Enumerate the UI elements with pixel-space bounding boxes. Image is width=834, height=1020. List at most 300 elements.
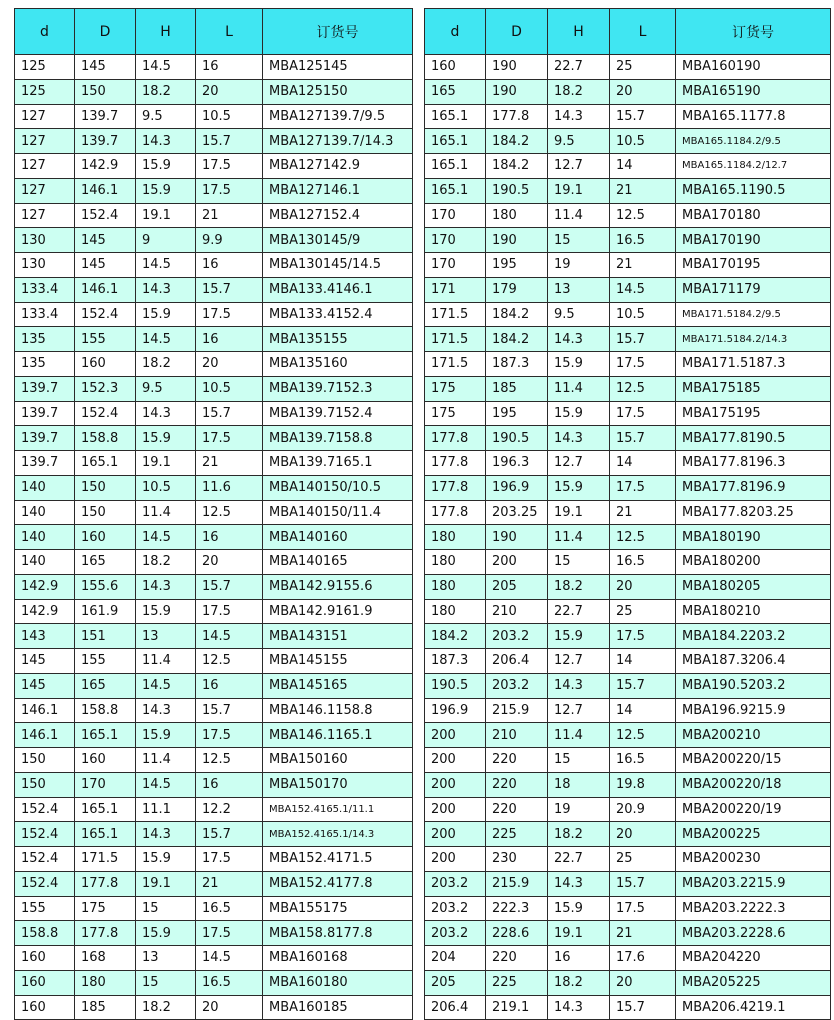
table-row [15, 104, 413, 129]
cell-d: 205 [425, 970, 486, 995]
cell-d: 170 [425, 228, 486, 253]
cell-h: 22.7 [548, 847, 610, 872]
cell-h: 15 [136, 970, 196, 995]
cell-l: 20 [196, 995, 263, 1020]
cell-l: 21 [610, 500, 676, 525]
cell-outer-d: 165.1 [75, 822, 136, 847]
header-d: d [15, 9, 75, 55]
cell-order-no: MBA177.8190.5 [676, 426, 831, 451]
cell-l: 17.5 [196, 426, 263, 451]
cell-l: 14.5 [196, 946, 263, 971]
cell-l: 17.5 [196, 154, 263, 179]
cell-outer-d: 184.2 [486, 154, 548, 179]
cell-h: 19.1 [548, 178, 610, 203]
table-row [15, 376, 413, 401]
cell-outer-d: 152.3 [75, 376, 136, 401]
cell-order-no: MBA171.5187.3 [676, 352, 831, 377]
cell-outer-d: 222.3 [486, 896, 548, 921]
cell-outer-d: 225 [486, 970, 548, 995]
cell-outer-d: 150 [75, 79, 136, 104]
cell-outer-d: 160 [75, 525, 136, 550]
cell-order-no: MBA140160 [263, 525, 413, 550]
table-row [15, 525, 413, 550]
cell-order-no: MBA203.2222.3 [676, 896, 831, 921]
cell-h: 13 [136, 624, 196, 649]
cell-outer-d: 190.5 [486, 178, 548, 203]
cell-d: 140 [15, 525, 75, 550]
table-row [425, 649, 831, 674]
cell-d: 160 [425, 55, 486, 80]
cell-l: 20.9 [610, 797, 676, 822]
cell-order-no: MBA133.4146.1 [263, 277, 413, 302]
cell-h: 11.4 [548, 376, 610, 401]
cell-l: 10.5 [196, 104, 263, 129]
cell-outer-d: 165.1 [75, 723, 136, 748]
cell-outer-d: 219.1 [486, 995, 548, 1020]
cell-order-no: MBA206.4219.1 [676, 995, 831, 1020]
cell-l: 12.5 [610, 203, 676, 228]
cell-d: 130 [15, 228, 75, 253]
cell-h: 14.3 [548, 995, 610, 1020]
cell-h: 14.3 [548, 673, 610, 698]
cell-l: 14 [610, 698, 676, 723]
cell-d: 127 [15, 129, 75, 154]
cell-l: 12.5 [610, 525, 676, 550]
cell-l: 15.7 [196, 277, 263, 302]
cell-l: 16 [196, 55, 263, 80]
cell-outer-d: 180 [75, 970, 136, 995]
cell-outer-d: 177.8 [75, 871, 136, 896]
table-row [425, 475, 831, 500]
cell-order-no: MBA196.9215.9 [676, 698, 831, 723]
cell-d: 130 [15, 253, 75, 278]
cell-order-no: MBA165.1177.8 [676, 104, 831, 129]
cell-l: 17.6 [610, 946, 676, 971]
cell-order-no: MBA180205 [676, 574, 831, 599]
cell-l: 17.5 [196, 178, 263, 203]
cell-h: 14.3 [136, 129, 196, 154]
header-l: L [196, 9, 263, 55]
cell-outer-d: 220 [486, 797, 548, 822]
cell-order-no: MBA165190 [676, 79, 831, 104]
table-row [15, 574, 413, 599]
table-row [425, 451, 831, 476]
cell-h: 15.9 [136, 921, 196, 946]
cell-h: 13 [136, 946, 196, 971]
cell-l: 12.5 [196, 748, 263, 773]
cell-l: 10.5 [610, 302, 676, 327]
cell-order-no: MBA139.7158.8 [263, 426, 413, 451]
cell-l: 12.5 [610, 376, 676, 401]
cell-d: 158.8 [15, 921, 75, 946]
cell-order-no: MBA142.9155.6 [263, 574, 413, 599]
table-row [15, 797, 413, 822]
cell-l: 20 [196, 352, 263, 377]
cell-l: 16 [196, 253, 263, 278]
table-row [15, 822, 413, 847]
cell-l: 15.7 [610, 426, 676, 451]
table-row [425, 154, 831, 179]
cell-h: 11.4 [548, 723, 610, 748]
table-row [425, 797, 831, 822]
cell-order-no: MBA171.5184.2/9.5 [676, 302, 831, 327]
cell-outer-d: 150 [75, 500, 136, 525]
right-table-body [425, 55, 831, 1020]
cell-l: 21 [196, 871, 263, 896]
cell-l: 25 [610, 847, 676, 872]
cell-outer-d: 215.9 [486, 871, 548, 896]
cell-d: 140 [15, 550, 75, 575]
table-row [425, 574, 831, 599]
table-row [425, 228, 831, 253]
cell-d: 206.4 [425, 995, 486, 1020]
cell-l: 15.7 [196, 401, 263, 426]
cell-outer-d: 195 [486, 401, 548, 426]
left-table [14, 8, 413, 1020]
cell-d: 171.5 [425, 327, 486, 352]
cell-d: 155 [15, 896, 75, 921]
table-row [425, 847, 831, 872]
cell-h: 11.4 [136, 500, 196, 525]
cell-l: 25 [610, 55, 676, 80]
cell-outer-d: 205 [486, 574, 548, 599]
cell-d: 177.8 [425, 451, 486, 476]
cell-h: 19.1 [548, 500, 610, 525]
cell-order-no: MBA135155 [263, 327, 413, 352]
table-row [425, 525, 831, 550]
cell-d: 180 [425, 599, 486, 624]
cell-d: 180 [425, 574, 486, 599]
cell-order-no: MBA133.4152.4 [263, 302, 413, 327]
cell-h: 15.9 [548, 896, 610, 921]
cell-order-no: MBA145155 [263, 649, 413, 674]
cell-l: 20 [610, 970, 676, 995]
cell-h: 14.3 [136, 822, 196, 847]
cell-h: 11.4 [548, 203, 610, 228]
cell-order-no: MBA127146.1 [263, 178, 413, 203]
table-row [15, 203, 413, 228]
cell-l: 14 [610, 649, 676, 674]
cell-order-no: MBA170195 [676, 253, 831, 278]
table-row [15, 327, 413, 352]
cell-l: 14.5 [196, 624, 263, 649]
table-row [425, 673, 831, 698]
cell-outer-d: 139.7 [75, 104, 136, 129]
cell-order-no: MBA171179 [676, 277, 831, 302]
table-row [15, 649, 413, 674]
cell-h: 18.2 [136, 352, 196, 377]
cell-d: 175 [425, 376, 486, 401]
cell-h: 14.5 [136, 772, 196, 797]
cell-order-no: MBA177.8196.3 [676, 451, 831, 476]
cell-l: 16.5 [610, 228, 676, 253]
table-row [425, 772, 831, 797]
header-h: H [548, 9, 610, 55]
cell-order-no: MBA184.2203.2 [676, 624, 831, 649]
table-row [15, 475, 413, 500]
cell-d: 135 [15, 327, 75, 352]
table-row [425, 599, 831, 624]
cell-order-no: MBA125150 [263, 79, 413, 104]
cell-h: 18.2 [136, 79, 196, 104]
table-row [425, 376, 831, 401]
cell-outer-d: 220 [486, 748, 548, 773]
table-row [15, 723, 413, 748]
cell-order-no: MBA177.8203.25 [676, 500, 831, 525]
cell-h: 14.3 [136, 277, 196, 302]
cell-h: 14.3 [548, 327, 610, 352]
cell-l: 17.5 [196, 921, 263, 946]
cell-outer-d: 170 [75, 772, 136, 797]
cell-l: 15.7 [610, 104, 676, 129]
cell-h: 18.2 [548, 970, 610, 995]
cell-h: 14.3 [548, 104, 610, 129]
header-row [15, 9, 413, 55]
cell-d: 200 [425, 748, 486, 773]
cell-l: 21 [610, 253, 676, 278]
cell-l: 20 [196, 550, 263, 575]
cell-l: 16 [196, 772, 263, 797]
cell-outer-d: 190 [486, 228, 548, 253]
cell-l: 20 [610, 822, 676, 847]
cell-order-no: MBA150160 [263, 748, 413, 773]
cell-l: 16.5 [610, 550, 676, 575]
cell-d: 133.4 [15, 302, 75, 327]
table-row [15, 178, 413, 203]
cell-l: 25 [610, 599, 676, 624]
cell-d: 196.9 [425, 698, 486, 723]
cell-order-no: MBA160168 [263, 946, 413, 971]
cell-d: 190.5 [425, 673, 486, 698]
cell-order-no: MBA204220 [676, 946, 831, 971]
table-row [425, 550, 831, 575]
cell-order-no: MBA160185 [263, 995, 413, 1020]
cell-outer-d: 158.8 [75, 426, 136, 451]
cell-order-no: MBA140150/10.5 [263, 475, 413, 500]
cell-l: 12.2 [196, 797, 263, 822]
table-row [15, 352, 413, 377]
cell-h: 14.5 [136, 253, 196, 278]
cell-h: 18.2 [548, 574, 610, 599]
cell-order-no: MBA150170 [263, 772, 413, 797]
cell-l: 21 [196, 451, 263, 476]
cell-order-no: MBA143151 [263, 624, 413, 649]
cell-outer-d: 190 [486, 79, 548, 104]
cell-outer-d: 152.4 [75, 203, 136, 228]
right-table [424, 8, 831, 1020]
cell-outer-d: 145 [75, 55, 136, 80]
cell-l: 17.5 [196, 599, 263, 624]
cell-d: 200 [425, 847, 486, 872]
cell-order-no: MBA127152.4 [263, 203, 413, 228]
cell-outer-d: 180 [486, 203, 548, 228]
cell-l: 17.5 [196, 847, 263, 872]
cell-d: 145 [15, 649, 75, 674]
cell-h: 14.5 [136, 55, 196, 80]
cell-order-no: MBA200230 [676, 847, 831, 872]
table-row [15, 946, 413, 971]
cell-order-no: MBA145165 [263, 673, 413, 698]
cell-outer-d: 145 [75, 253, 136, 278]
cell-outer-d: 155 [75, 649, 136, 674]
cell-outer-d: 158.8 [75, 698, 136, 723]
cell-order-no: MBA140150/11.4 [263, 500, 413, 525]
cell-h: 9.5 [136, 376, 196, 401]
cell-l: 14 [610, 154, 676, 179]
cell-outer-d: 206.4 [486, 649, 548, 674]
cell-l: 16 [196, 327, 263, 352]
cell-l: 12.5 [610, 723, 676, 748]
cell-d: 171.5 [425, 352, 486, 377]
table-row [425, 921, 831, 946]
cell-l: 20 [196, 79, 263, 104]
cell-order-no: MBA200220/18 [676, 772, 831, 797]
cell-order-no: MBA175185 [676, 376, 831, 401]
cell-d: 165.1 [425, 154, 486, 179]
cell-h: 15.9 [548, 401, 610, 426]
cell-h: 19.1 [548, 921, 610, 946]
cell-d: 152.4 [15, 871, 75, 896]
table-row [425, 352, 831, 377]
cell-h: 15.9 [136, 847, 196, 872]
cell-h: 14.5 [136, 525, 196, 550]
table-row [425, 896, 831, 921]
cell-d: 143 [15, 624, 75, 649]
cell-outer-d: 210 [486, 599, 548, 624]
cell-order-no: MBA146.1165.1 [263, 723, 413, 748]
cell-outer-d: 168 [75, 946, 136, 971]
cell-order-no: MBA165.1190.5 [676, 178, 831, 203]
cell-outer-d: 215.9 [486, 698, 548, 723]
cell-order-no: MBA127139.7/9.5 [263, 104, 413, 129]
cell-outer-d: 150 [75, 475, 136, 500]
cell-d: 165.1 [425, 104, 486, 129]
header-l: L [610, 9, 676, 55]
cell-order-no: MBA130145/14.5 [263, 253, 413, 278]
cell-h: 9.5 [548, 302, 610, 327]
table-row [425, 748, 831, 773]
cell-h: 15 [136, 896, 196, 921]
cell-d: 125 [15, 79, 75, 104]
table-row [15, 698, 413, 723]
cell-h: 15.9 [136, 302, 196, 327]
cell-outer-d: 175 [75, 896, 136, 921]
cell-d: 171 [425, 277, 486, 302]
cell-order-no: MBA139.7152.4 [263, 401, 413, 426]
cell-outer-d: 196.9 [486, 475, 548, 500]
table-row [425, 723, 831, 748]
cell-d: 165 [425, 79, 486, 104]
cell-d: 160 [15, 995, 75, 1020]
cell-l: 11.6 [196, 475, 263, 500]
cell-h: 19 [548, 253, 610, 278]
table-row [425, 129, 831, 154]
table-row [15, 451, 413, 476]
cell-l: 10.5 [196, 376, 263, 401]
cell-l: 21 [610, 178, 676, 203]
cell-order-no: MBA175195 [676, 401, 831, 426]
cell-outer-d: 165.1 [75, 451, 136, 476]
cell-outer-d: 155 [75, 327, 136, 352]
cell-d: 203.2 [425, 896, 486, 921]
table-row [425, 253, 831, 278]
cell-l: 17.5 [610, 475, 676, 500]
cell-outer-d: 160 [75, 748, 136, 773]
cell-outer-d: 228.6 [486, 921, 548, 946]
table-row [15, 55, 413, 80]
table-row [15, 995, 413, 1020]
cell-l: 15.7 [610, 673, 676, 698]
cell-order-no: MBA130145/9 [263, 228, 413, 253]
cell-order-no: MBA177.8196.9 [676, 475, 831, 500]
cell-h: 15.9 [136, 426, 196, 451]
cell-l: 17.5 [610, 352, 676, 377]
cell-order-no: MBA165.1184.2/9.5 [676, 129, 831, 154]
cell-h: 12.7 [548, 154, 610, 179]
cell-outer-d: 177.8 [75, 921, 136, 946]
header-order-no: 订货号 [263, 9, 413, 55]
cell-h: 10.5 [136, 475, 196, 500]
cell-h: 12.7 [548, 451, 610, 476]
cell-l: 15.7 [196, 698, 263, 723]
cell-h: 14.3 [136, 698, 196, 723]
cell-l: 16 [196, 673, 263, 698]
cell-order-no: MBA127142.9 [263, 154, 413, 179]
cell-l: 16.5 [196, 970, 263, 995]
table-row [425, 302, 831, 327]
cell-h: 19.1 [136, 203, 196, 228]
cell-h: 11.1 [136, 797, 196, 822]
cell-outer-d: 160 [75, 352, 136, 377]
cell-outer-d: 152.4 [75, 302, 136, 327]
cell-outer-d: 187.3 [486, 352, 548, 377]
cell-h: 19.1 [136, 451, 196, 476]
cell-h: 18.2 [548, 822, 610, 847]
table-row [425, 624, 831, 649]
cell-d: 165.1 [425, 129, 486, 154]
cell-outer-d: 151 [75, 624, 136, 649]
cell-d: 177.8 [425, 426, 486, 451]
cell-h: 19.1 [136, 871, 196, 896]
table-row [15, 129, 413, 154]
table-row [425, 500, 831, 525]
cell-d: 139.7 [15, 451, 75, 476]
cell-h: 9.5 [548, 129, 610, 154]
cell-d: 140 [15, 500, 75, 525]
cell-outer-d: 161.9 [75, 599, 136, 624]
cell-order-no: MBA200210 [676, 723, 831, 748]
cell-order-no: MBA180200 [676, 550, 831, 575]
table-row [425, 79, 831, 104]
table-row [15, 500, 413, 525]
cell-order-no: MBA165.1184.2/12.7 [676, 154, 831, 179]
cell-h: 15.9 [136, 599, 196, 624]
cell-order-no: MBA160190 [676, 55, 831, 80]
table-row [15, 79, 413, 104]
cell-h: 15.9 [136, 178, 196, 203]
cell-l: 19.8 [610, 772, 676, 797]
header-h: H [136, 9, 196, 55]
cell-l: 20 [610, 79, 676, 104]
cell-h: 11.4 [136, 649, 196, 674]
cell-outer-d: 185 [486, 376, 548, 401]
header-row [425, 9, 831, 55]
cell-order-no: MBA152.4171.5 [263, 847, 413, 872]
cell-outer-d: 203.2 [486, 673, 548, 698]
cell-l: 15.7 [610, 995, 676, 1020]
cell-l: 17.5 [610, 624, 676, 649]
cell-order-no: MBA139.7152.3 [263, 376, 413, 401]
